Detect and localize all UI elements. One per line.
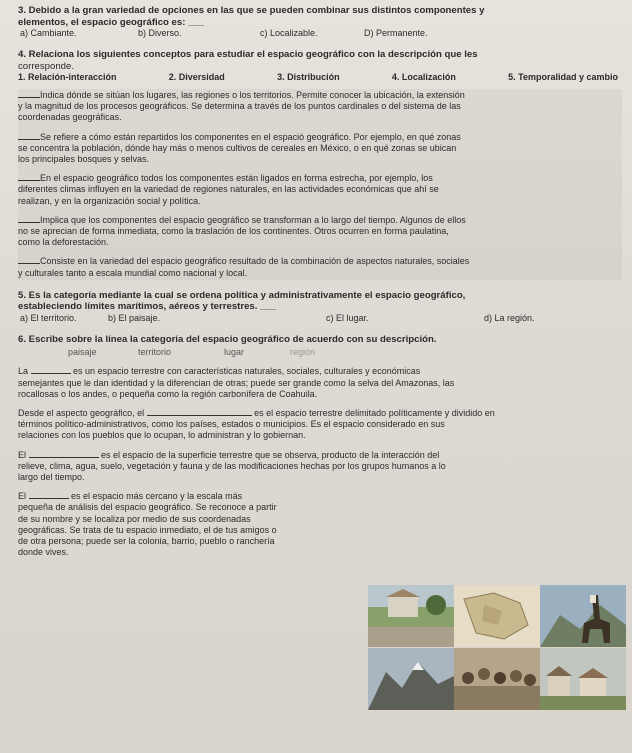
q3-option-a[interactable]: a) Cambiante. (20, 28, 77, 38)
concept-1: 1. Relación-interacción (18, 72, 117, 82)
q4-item2-l2: se concentra la población, dónde hay más o menos cultivos de cereales en México, o en qué zonas se ubican (18, 142, 457, 153)
q4-answer-blank-3[interactable] (18, 180, 40, 181)
lugar-answer-blank[interactable] (29, 498, 69, 499)
q6-p1-l1: es un espacio terrestre con características naturales, sociales, culturales y económicas (73, 366, 421, 377)
llama-photo (540, 585, 626, 647)
map-photo (454, 585, 540, 647)
q4-item1-l2: y la magnitud de los procesos geográficos. Se determina a través de los puntos cardinales o del sistema de las (18, 101, 461, 112)
word-region: región (290, 347, 316, 358)
village-photo (540, 648, 626, 710)
q3-option-b[interactable]: b) Diverso. (138, 28, 182, 38)
q4-item2-l1: Se refiere a cómo están repartidos los componentes en el espació geográfico. Por ejemplo, en qué zonas (40, 131, 461, 142)
q6-p4-l5: de otra persona; puede ser la colonia, barrio, pueblo o ranchería (18, 535, 275, 546)
q4-item1-l3: coordenadas geográficas. (18, 112, 122, 123)
q4-item1-l1: Indica dónde se sitúan los lugares, las regiones o los territorios. Permite conocer la ubicación, la extensión (40, 90, 465, 100)
photo-collage (368, 585, 626, 710)
crowd-photo (454, 648, 540, 710)
q6-p4-l6: donde vives. (18, 547, 69, 558)
q3-option-d[interactable]: D) Permanente. (364, 28, 428, 38)
q4-item4-l2: no se aprecian de forma inmediata, como la traslación de los continentes. Otros ocurren en forma paulatina, (18, 226, 449, 237)
q6-p4-start: El (18, 491, 27, 502)
q6-p2-l2: términos político-administrativos, como los países, estados o municipios. Es el espacio considerado en sus (18, 419, 445, 430)
q6-p1-start: La (18, 366, 29, 377)
q4-item4-l1: Implica que los componentes del espacio geográfico se transforman a lo largo del tiempo. Algunos de ellos (40, 214, 466, 225)
q6-p3-l3: largo del tiempo. (18, 471, 85, 482)
q5-option-d[interactable]: d) La región. (484, 312, 535, 323)
q5-option-b[interactable]: b) El paisaje. (108, 312, 161, 323)
q6-p1-l2: semejantes que le dan identidad y la diferencian de otras; puede ser grande como la selva del Amazonas, las (18, 377, 455, 388)
concept-2: 2. Diversidad (168, 72, 225, 82)
q4-item3-l1: En el espacio geográfico todos los componentes están ligados en forma estrecha, por ejemplo, los (40, 173, 433, 184)
concept-3: 3. Distribución (277, 72, 340, 82)
q4-answer-blank-1[interactable] (18, 97, 40, 98)
region-answer-blank[interactable] (31, 373, 71, 374)
q6-title: 6. Escribe sobre la línea la categoría del espacio geográfico de acuerdo con su descripción. (18, 333, 437, 345)
q6-p2-l3: relaciones con los pueblos que lo ocupan, lo administran y lo gobiernan. (18, 430, 306, 441)
q6-p2-l1: es el espacio terrestre delimitado políticamente y dividido en (254, 407, 495, 418)
q6-p1-l3: rocallosas o los andes, o pequeña como la región carbonífera de Coahuila. (18, 388, 318, 399)
q6-p3-l2: relieve, clima, agua, suelo, vegetación y fauna y de las modificaciones hechas por los grupos humanos a lo (18, 460, 446, 471)
q4-line1: 4. Relaciona los siguientes conceptos para estudiar el espacio geográfico con la descripción que les (18, 49, 478, 60)
q4-line2: corresponde. (18, 60, 74, 72)
q4-item5-l2: y culturales tanto a escala mundial como nacional y local. (18, 267, 248, 278)
q3-option-c[interactable]: c) Localizable. (260, 28, 318, 38)
paisaje-answer-blank[interactable] (29, 457, 99, 458)
q4-item5-l1: Consiste en la variedad del espacio geográfico resultado de la combinación de aspectos naturales, sociales (40, 256, 470, 267)
q4-item4-l3: como la deforestación. (18, 237, 109, 248)
q3-line1: 3. Debido a la gran variedad de opciones en las que se pueden combinar sus distintos componentes y (18, 5, 485, 16)
q5-line1: 5. Es la categoría mediante la cual se ordena política y administrativamente el espacio geográfico, (18, 289, 466, 301)
q4-item3-l2: diferentes climas influyen en la variedad de regiones naturales, en las actividades económicas que ahí se (18, 184, 439, 195)
q4-answer-blank-4[interactable] (18, 222, 40, 223)
q3-line2: elementos, el espacio geográfico es: ___ (18, 16, 205, 28)
q4-item2-l3: los principales bosques y selvas. (18, 154, 150, 165)
q4-item3-l3: realizan, y en la organización social y política. (18, 195, 201, 206)
word-paisaje: paisaje (68, 347, 97, 358)
q6-p4-l1: es el espacio más cercano y la escala más (71, 491, 243, 502)
q4-answer-blank-5[interactable] (18, 263, 40, 264)
q6-p4-l4: geográficas. Se trata de tu espacio inmediato, el de tus amigos o (18, 524, 277, 535)
q6-p3-l1: es el espacio de la superficie terrestre que se observa, producto de la interacción del (101, 449, 440, 460)
q6-p4-l3: de su nombre y se localiza por medio de sus coordenadas (18, 513, 251, 524)
q6-p4-l2: pequeña de análisis del espacio geográfico. Se reconoce a partir (18, 502, 277, 513)
concept-5: 5. Temporalidad y cambio (508, 72, 618, 82)
q5-option-c[interactable]: c) El lugar. (326, 312, 369, 323)
word-lugar: lugar (224, 347, 245, 358)
q6-p3-start: El (18, 449, 27, 460)
plaza-photo (368, 585, 454, 647)
q5-line2: estableciendo límites marítimos, aéreos y terrestres. ___ (18, 301, 277, 313)
mountain-photo (368, 648, 454, 710)
word-territorio: territorio (138, 347, 172, 358)
q6-p2-start: Desde el aspecto geográfico, el (18, 407, 145, 418)
concept-4: 4. Localización (391, 72, 456, 82)
q5-option-a[interactable]: a) El territorio. (20, 312, 77, 323)
q4-answer-blank-2[interactable] (18, 139, 40, 140)
territorio-answer-blank[interactable] (147, 415, 252, 416)
